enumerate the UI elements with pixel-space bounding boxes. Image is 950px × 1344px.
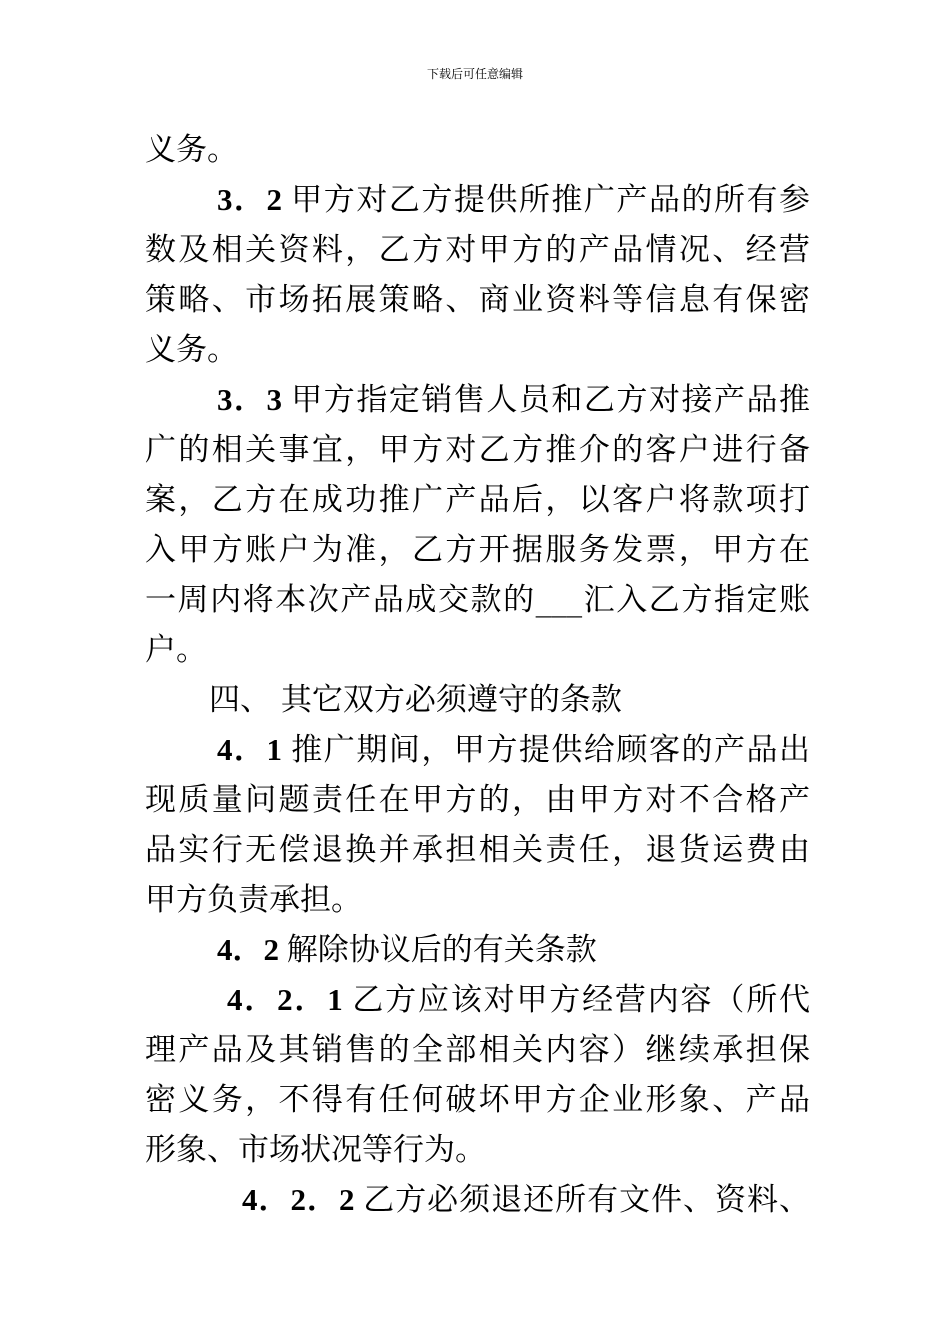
text-line xyxy=(145,325,810,375)
clause-number: 4．2 xyxy=(217,932,287,967)
line-text: 解除协议后的有关条款 xyxy=(286,932,597,968)
text-line xyxy=(145,725,810,775)
page-header: 下载后可任意编辑 xyxy=(426,67,523,81)
text-line xyxy=(145,525,810,575)
text-line xyxy=(145,1125,810,1175)
line-text: 策略、市场拓展策略、商业资料等信息有保密 xyxy=(145,282,810,318)
line-text: 甲方负责承担。 xyxy=(145,882,362,918)
text-line xyxy=(145,175,810,225)
line-text: 现质量问题责任在甲方的，由甲方对不合格产 xyxy=(145,782,810,818)
line-text: 密义务，不得有任何破坏甲方企业形象、产品 xyxy=(145,1082,810,1118)
text-line xyxy=(145,125,810,175)
text-line xyxy=(145,625,810,675)
line-text: 乙方应该对甲方经营内容（所代 xyxy=(352,982,811,1018)
text-line xyxy=(145,1175,810,1225)
clause-number: 3．3 xyxy=(217,382,292,417)
line-text: 推广期间，甲方提供给顾客的产品出 xyxy=(291,732,811,768)
text-line xyxy=(145,475,810,525)
text-line xyxy=(145,425,810,475)
clause-number: 3．2 xyxy=(217,182,292,217)
line-text: 乙方必须退还所有文件、资料、 xyxy=(363,1182,811,1218)
line-text: 一周内将本次产品成交款的___汇入乙方指定账 xyxy=(145,582,810,618)
document-body xyxy=(145,125,810,1225)
text-line xyxy=(145,975,810,1025)
clause-number: 4．2．2 xyxy=(242,1182,364,1217)
text-line xyxy=(145,925,810,975)
text-line xyxy=(145,775,810,825)
line-text: 甲方对乙方提供所推广产品的所有参 xyxy=(291,182,811,218)
clause-number: 4．1 xyxy=(217,732,292,767)
line-text: 甲方指定销售人员和乙方对接产品推 xyxy=(291,382,811,418)
text-line xyxy=(145,225,810,275)
text-line xyxy=(145,675,810,725)
line-text: 义务。 xyxy=(145,132,238,168)
line-text: 案，乙方在成功推广产品后，以客户将款项打 xyxy=(145,482,810,518)
text-line xyxy=(145,875,810,925)
text-line xyxy=(145,375,810,425)
text-line xyxy=(145,575,810,625)
text-line xyxy=(145,1025,810,1075)
line-text: 品实行无偿退换并承担相关责任，退货运费由 xyxy=(145,832,810,868)
line-text: 广的相关事宜，甲方对乙方推介的客户进行备 xyxy=(145,432,810,468)
clause-number: 4．2．1 xyxy=(227,982,353,1017)
text-line xyxy=(145,825,810,875)
line-text: 四、 其它双方必须遵守的条款 xyxy=(209,682,622,718)
line-text: 入甲方账户为准，乙方开据服务发票，甲方在 xyxy=(145,532,810,568)
line-text: 义务。 xyxy=(145,332,238,368)
line-text: 形象、市场状况等行为。 xyxy=(145,1132,486,1168)
text-line xyxy=(145,275,810,325)
line-text: 理产品及其销售的全部相关内容）继续承担保 xyxy=(145,1032,810,1068)
line-text: 数及相关资料，乙方对甲方的产品情况、经营 xyxy=(145,232,810,268)
text-line xyxy=(145,1075,810,1125)
line-text: 户。 xyxy=(145,632,207,668)
